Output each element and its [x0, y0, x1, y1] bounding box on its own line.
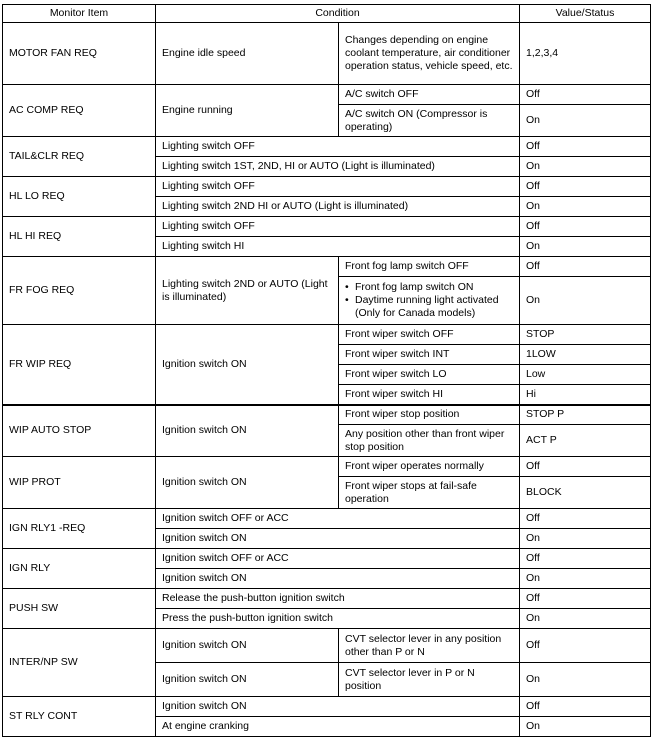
value-status: On — [520, 569, 651, 589]
sub-condition: Front wiper stops at fail-safe operation — [339, 477, 520, 509]
value-status: Off — [520, 85, 651, 105]
value-status: Off — [520, 177, 651, 197]
monitor-item: MOTOR FAN REQ — [3, 23, 156, 85]
value-status: Off — [520, 457, 651, 477]
condition: Ignition switch OFF or ACC — [156, 509, 520, 529]
sub-condition: Front wiper operates normally — [339, 457, 520, 477]
table-row — [3, 629, 651, 663]
header-condition: Condition — [156, 5, 520, 23]
condition: Lighting switch HI — [156, 237, 520, 257]
table-row — [3, 85, 651, 105]
value-status: Off — [520, 509, 651, 529]
condition: Ignition switch ON — [156, 569, 520, 589]
monitor-item: TAIL&CLR REQ — [3, 137, 156, 177]
condition: Ignition switch ON — [156, 697, 520, 717]
value-status: On — [520, 197, 651, 217]
sub-condition: Front wiper switch LO — [339, 365, 520, 385]
condition: Ignition switch ON — [156, 529, 520, 549]
value-status: Off — [520, 549, 651, 569]
monitor-item: HL LO REQ — [3, 177, 156, 217]
table-row — [3, 549, 651, 569]
monitor-item: PUSH SW — [3, 589, 156, 629]
table-row — [3, 405, 651, 425]
monitor-item: HL HI REQ — [3, 217, 156, 257]
sub-condition: Front fog lamp switch OFF — [339, 257, 520, 277]
sub-condition: Changes depending on engine coolant temperature, air conditioner operation status, vehicle speed, etc. — [339, 23, 520, 85]
value-status: On — [520, 717, 651, 737]
table-header-row — [3, 5, 651, 23]
sub-condition: CVT selector lever in P or N position — [339, 663, 520, 697]
condition: Lighting switch OFF — [156, 137, 520, 157]
sub-condition: A/C switch OFF — [339, 85, 520, 105]
sub-condition: CVT selector lever in any position other than P or N — [339, 629, 520, 663]
sub-condition: Front wiper switch HI — [339, 385, 520, 405]
table-row — [3, 457, 651, 477]
value-status: Off — [520, 217, 651, 237]
bullet-list — [345, 281, 513, 320]
value-status: Off — [520, 697, 651, 717]
value-status: 1,2,3,4 — [520, 23, 651, 85]
condition: Ignition switch ON — [156, 629, 339, 663]
value-status: On — [520, 277, 651, 325]
monitor-item: IGN RLY — [3, 549, 156, 589]
value-status: On — [520, 529, 651, 549]
condition: At engine cranking — [156, 717, 520, 737]
value-status: On — [520, 663, 651, 697]
condition: Lighting switch OFF — [156, 217, 520, 237]
value-status: Off — [520, 257, 651, 277]
table-row — [3, 217, 651, 237]
condition: Lighting switch 2ND HI or AUTO (Light is illuminated) — [156, 197, 520, 217]
monitor-item: AC COMP REQ — [3, 85, 156, 137]
value-status: Off — [520, 137, 651, 157]
value-status: STOP P — [520, 405, 651, 425]
table-row — [3, 697, 651, 717]
condition: Press the push-button ignition switch — [156, 609, 520, 629]
value-status: Low — [520, 365, 651, 385]
value-status: STOP — [520, 325, 651, 345]
sub-condition: Front wiper switch INT — [339, 345, 520, 365]
value-status: ACT P — [520, 425, 651, 457]
table-row — [3, 23, 651, 85]
condition: Ignition switch ON — [156, 325, 339, 405]
condition: Ignition switch ON — [156, 405, 339, 457]
header-value-status: Value/Status — [520, 5, 651, 23]
table-row — [3, 325, 651, 345]
sub-condition — [339, 277, 520, 325]
table-row — [3, 177, 651, 197]
value-status: Off — [520, 589, 651, 609]
monitor-item: FR WIP REQ — [3, 325, 156, 405]
monitor-item: WIP PROT — [3, 457, 156, 509]
value-status: BLOCK — [520, 477, 651, 509]
condition: Lighting switch OFF — [156, 177, 520, 197]
monitor-item: FR FOG REQ — [3, 257, 156, 325]
monitor-item: IGN RLY1 -REQ — [3, 509, 156, 549]
sub-condition: A/C switch ON (Compressor is operating) — [339, 105, 520, 137]
value-status: 1LOW — [520, 345, 651, 365]
monitor-item-table — [2, 4, 651, 737]
value-status: On — [520, 157, 651, 177]
value-status: Off — [520, 629, 651, 663]
table-row — [3, 257, 651, 277]
condition: Ignition switch OFF or ACC — [156, 549, 520, 569]
sub-condition: Any position other than front wiper stop position — [339, 425, 520, 457]
value-status: On — [520, 237, 651, 257]
list-item: • Daytime running light activated (Only for Canada models) — [345, 294, 513, 320]
table-row — [3, 509, 651, 529]
value-status: Hi — [520, 385, 651, 405]
condition: Engine running — [156, 85, 339, 137]
value-status: On — [520, 609, 651, 629]
table-row — [3, 137, 651, 157]
table-row — [3, 589, 651, 609]
header-monitor-item: Monitor Item — [3, 5, 156, 23]
condition: Ignition switch ON — [156, 663, 339, 697]
monitor-item: WIP AUTO STOP — [3, 405, 156, 457]
condition: Release the push-button ignition switch — [156, 589, 520, 609]
value-status: On — [520, 105, 651, 137]
condition: Ignition switch ON — [156, 457, 339, 509]
list-item: • Front fog lamp switch ON — [345, 281, 513, 294]
sub-condition: Front wiper switch OFF — [339, 325, 520, 345]
sub-condition: Front wiper stop position — [339, 405, 520, 425]
condition: Lighting switch 2ND or AUTO (Light is illuminated) — [156, 257, 339, 325]
condition: Engine idle speed — [156, 23, 339, 85]
monitor-item: ST RLY CONT — [3, 697, 156, 737]
monitor-item: INTER/NP SW — [3, 629, 156, 697]
condition: Lighting switch 1ST, 2ND, HI or AUTO (Light is illuminated) — [156, 157, 520, 177]
